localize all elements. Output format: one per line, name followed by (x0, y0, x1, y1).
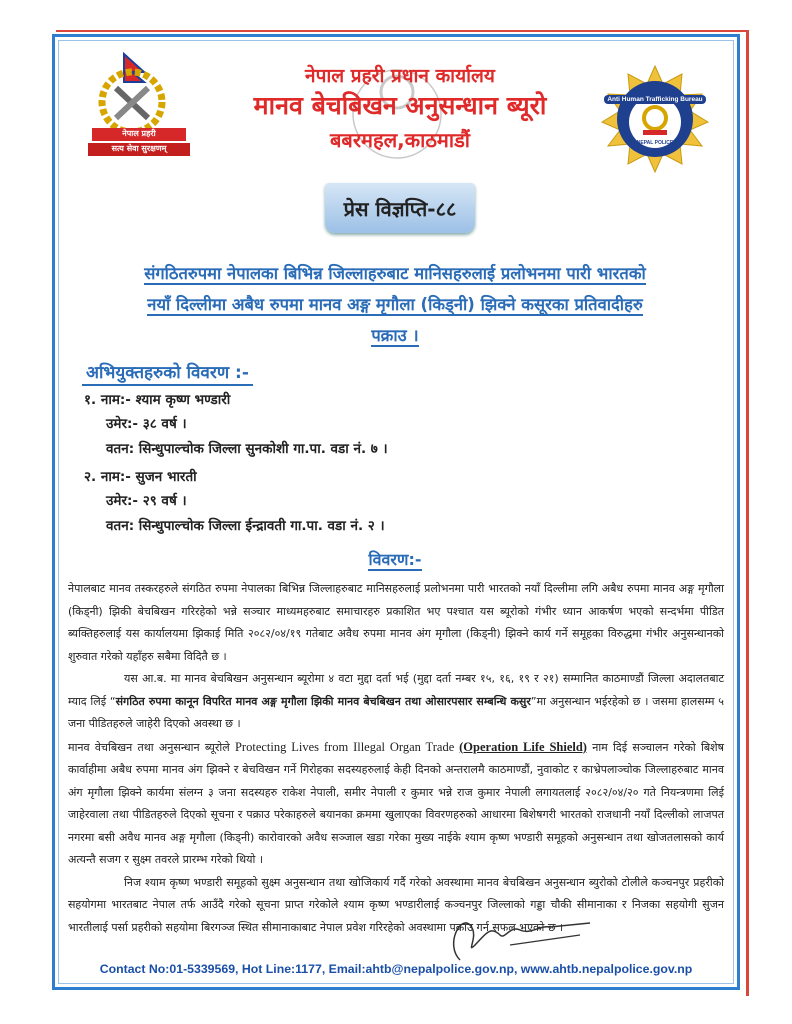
p2-text: ”मा अनुसन्धान भईरहेको छ । जसमा हालसम्म ५ जना पीडितहरुले जाहेरी दिएको अवस्था छ । (68, 694, 724, 730)
bureau-name: मानव बेचबिखन अनुसन्धान ब्यूरो (253, 91, 547, 120)
p2-text: यस आ.ब. मा मानव बेचबिखन अनुसन्धान ब्यूरोमा ४ वटा मुद्दा दर्ता भई (मुद्दा दर्ता नम्बर १५, १६, १९ र २१) सम्मानित काठमाण्डौं जिल्ला अदालतबाट म्याद लिई “ (68, 672, 724, 708)
paragraph-2 (68, 668, 724, 736)
accused-1-name: १. नाम:- श्याम कृष्ण भण्डारी (84, 392, 231, 408)
anti-human-trafficking-bureau-logo (600, 64, 710, 174)
accused-heading: अभियुक्तहरुको विवरण :- (82, 360, 253, 386)
p3-text: मानव वेचबिखन तथा अनुसन्धान ब्यूरोले (68, 740, 235, 754)
paragraph-1: नेपालबाट मानव तस्करहरुले संगठित रुपमा नेपालका बिभिन्न जिल्लाहरुबाट मानिसहरुलाई प्रलोभनमा पारी भारतको नयाँ दिल्लीमा लगि अबैध रुपमा मानव अङ्ग मृगौला (किड्नी) झिकी बेचबिखन गरिरहेको भन्ने सञ्चार माध्यमहरुबाट समाचारहरु प्रकाशित भए पश्चात यस ब्यूरोको गंभीर ध्यान आकर्षण भएको सन्दर्भमा पीडित ब्यक्तिहरुलाई यस कार्यालयमा झिकाई मिति २०८२/०४/१९ गतेबाट अवैध रुपमा मानव अंग मृगौला (किड्नी) झिक्ने कार्य गर्ने समूहका विरुद्धमा गंभीर अनुसन्धानको शुरुवात गरेको यहाँहरु सबैमा विदितै छ । (68, 582, 724, 663)
office-location: बबरमहल,काठमाडौं (330, 128, 470, 152)
description-body (68, 578, 724, 939)
press-release-banner (325, 183, 475, 233)
right-logo-bureau-name-text: Anti Human Trafficking Bureau (604, 95, 706, 104)
p2-offense-name: संगठित रुपमा कानून विपरित मानव अङ्ग मृगौला झिकी मानव बेचबिखन तथा ओसारपसार सम्बन्धि कसुर (115, 694, 531, 708)
office-name: नेपाल प्रहरी प्रधान कार्यालय (305, 65, 495, 87)
left-logo-motto-text: सत्य सेवा सुरक्षणम् (111, 144, 167, 153)
operation-name: (Operation Life Shield) (459, 739, 587, 754)
right-logo-police-text: NEPAL POLICE (636, 140, 674, 146)
headline-line: पक्राउ । (371, 326, 419, 345)
nepal-police-emblem-logo (84, 52, 194, 157)
accused-2-age: उमेर:- २९ वर्ष । (106, 493, 187, 509)
headline-line: नयाँ दिल्लीमा अबैध रुपमा मानव अङ्ग मृगौला (किड्नी) झिक्ने कसूरका प्रतिवादीहरु (147, 295, 643, 314)
press-release-number: प्रेस विज्ञप्ति-८८ (343, 196, 457, 221)
accused-2-address: वतन: सिन्धुपाल्चोक जिल्ला ईन्द्रावती गा.पा. वडा नं. २ । (106, 518, 385, 534)
headline (85, 258, 705, 351)
contact-footer: Contact No:01-5339569, Hot Line:1177, Email:ahtb@nepalpolice.gov.np, www.ahtb.nepalpolice.gov.np (99, 962, 693, 976)
left-logo-ribbon-top-text: नेपाल प्रहरी (122, 129, 156, 138)
accused-1-address: वतन: सिन्धुपाल्चोक जिल्ला सुनकोशी गा.पा. वडा नं. ७ । (106, 441, 388, 457)
p3-english-text: Protecting Lives from Illegal Organ Trade (234, 739, 460, 754)
accused-2-name: २. नाम:- सुजन भारती (84, 469, 197, 485)
signature (440, 905, 600, 965)
description-heading-text: विवरण:- (368, 550, 422, 569)
headline-line: संगठितरुपमा नेपालका बिभिन्न जिल्लाहरुबाट मानिसहरुलाई प्रलोभनमा पारी भारतको (144, 264, 646, 283)
description-heading (330, 548, 460, 570)
paragraph-4: निज श्याम कृष्ण भण्डारी समूहको सुक्ष्म अनुसन्धान तथा खोजिकार्य गर्दै गरेको अवस्थामा मानव बेचबिखन अनुसन्धान ब्युरोको टोलीले कञ्चनपुर प्रहरीको सहयोगमा भारतबाट नेपाल तर्फ आउँदै गरेको सूचना प्राप्त गरेकोले श्याम कृष्ण भण्डारीलाई कञ्चनपुर जिल्लाको गड्डा चौकी सीमानाका र निजका सहयोगी सुजन भारतीलाई पर्सा प्रहरीको सहयोमा बिरगञ्ज स्थित सीमानाकाबाट नेपाल प्रवेश गरिरहेको अवस्थामा पक्राउ गर्न सफल भएको छ । (68, 875, 724, 934)
accused-1-age: उमेर:- ३८ वर्ष । (106, 416, 187, 432)
paragraph-3 (68, 736, 724, 872)
p3-text: नाम दिई सञ्चालन गरेको बिशेष कार्वाहीमा अबैध रुपमा मानव अंग झिक्ने र बेचविखन गर्ने गिरोहका सदस्यहरुलाई केही दिनको अन्तरालमै काठमाण्डौं, नुवाकोट र काभ्रेपलाञ्चोक जिल्लाहरुबाट मानव अंग मृगौला झिक्ने कार्यमा संलग्न ३ जना सदस्यहरु राकेश नेपाली, समीर नेपाली र कुमार भन्ने राज कुमार नेपाली लगायतलाई २०८२/०४/२० गते नियन्त्रणमा लिई जाहेरवाला तथा पीडितहरुले दिएको सूचना र पक्राउ परेकाहरुले बयानका क्रममा खुलाएका विवरणहरुको आधारमा बिशेषगरी भारतको राजधानी नयाँ दिल्लीको लाजपत नगरमा बसी अवैध मानव अङ्ग मृगौला (किड्नी) कारोवारको अवैध सञ्जाल खडा गरेका मुख्य नाईके श्याम कृष्ण भण्डारी समूहको अनुसन्धान तथा खोजतलासको कार्य अत्यन्तै सजग र सुक्ष्म तवरले प्रारम्भ गरेको थियो । (68, 740, 724, 866)
